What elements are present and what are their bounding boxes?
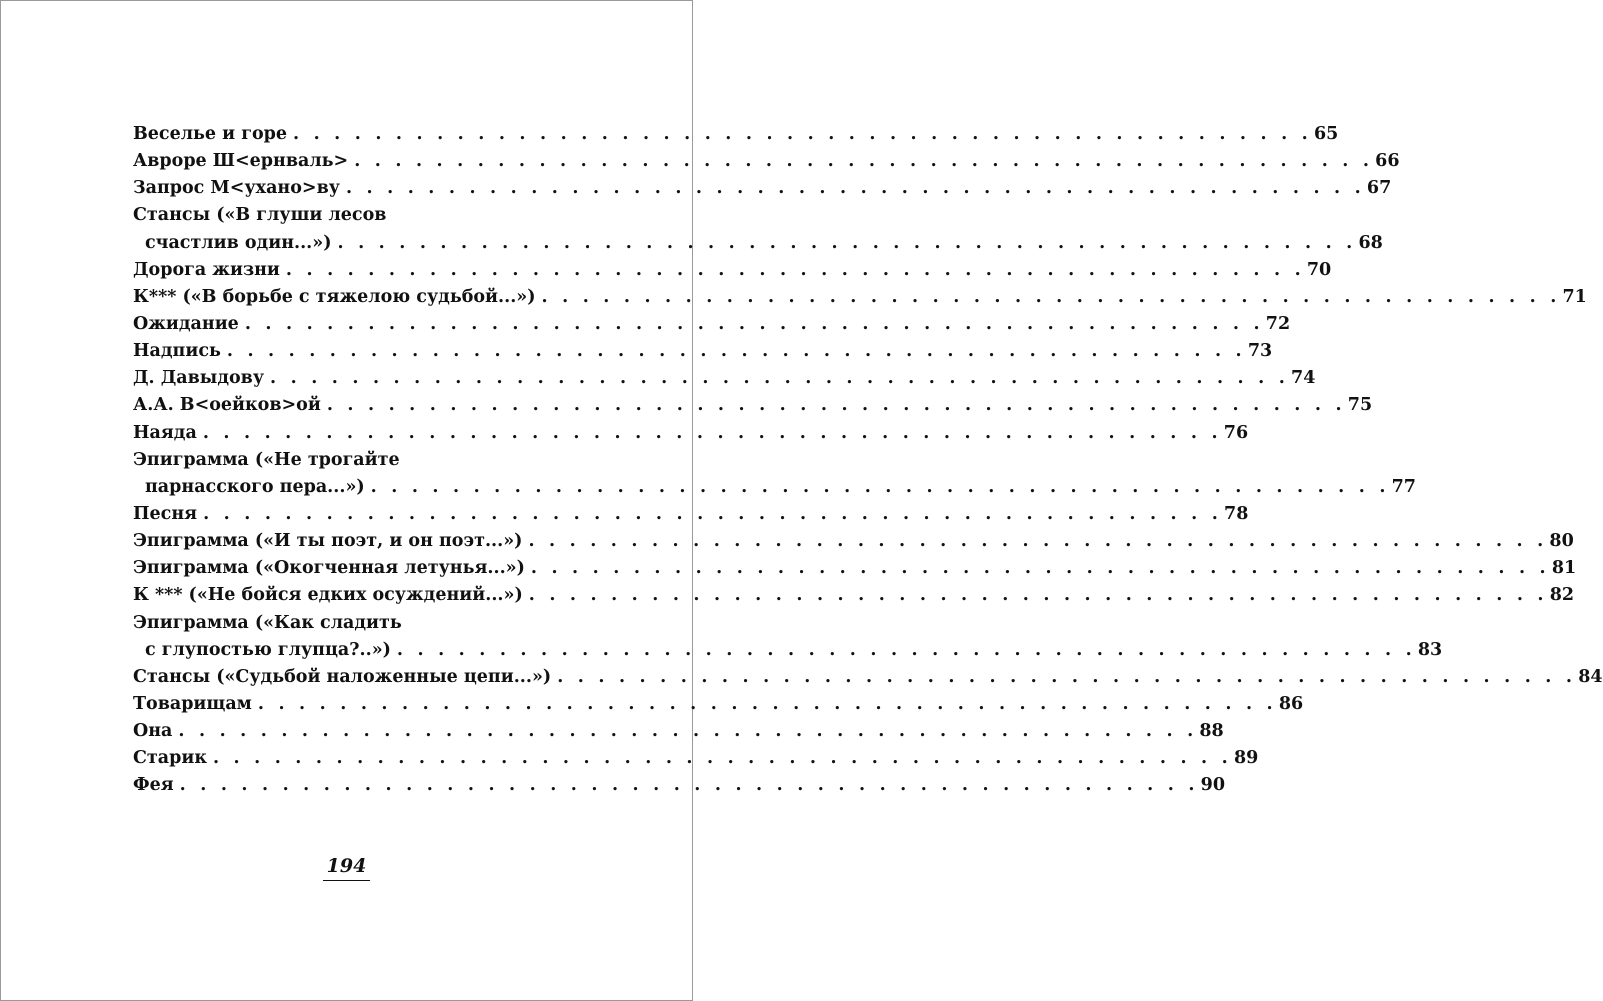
dot-leader: . . . . . . . . . . . . . . . . . . . . . . . . . . . . . . . . . . . . . . . . . . . . . . . . . .: [202, 422, 1222, 443]
toc-page-number: 73: [1247, 341, 1273, 362]
toc-page-number: 75: [1347, 395, 1373, 416]
toc-line: [133, 151, 1400, 178]
toc-entry-title: Эпиграмма («И ты поэт, и он поэт...»): [133, 531, 523, 552]
page-number: [0, 855, 693, 881]
dot-leader: . . . . . . . . . . . . . . . . . . . . . . . . . . . . . . . . . . . . . . . . . . . . . . . . . .: [541, 286, 1561, 307]
toc-entry[interactable]: [133, 259, 1332, 287]
toc-page-number: 78: [1224, 503, 1249, 524]
toc-entry[interactable]: [133, 286, 1587, 314]
toc-entry[interactable]: [133, 748, 1259, 775]
toc-line: [133, 422, 1249, 450]
toc-entry-title: Ожидание: [133, 313, 239, 334]
toc-entry[interactable]: [133, 341, 1273, 368]
toc-entry-title: Веселье и горе: [133, 124, 287, 144]
dot-leader: . . . . . . . . . . . . . . . . . . . . . . . . . . . . . . . . . . . . . . . . . . . . . . . . . .: [226, 341, 1246, 362]
dot-leader: . . . . . . . . . . . . . . . . . . . . . . . . . . . . . . . . . . . . . . . . . . . . . . . . . .: [244, 313, 1264, 334]
dot-leader: . . . . . . . . . . . . . . . . . . . . . . . . . . . . . . . . . . . . . . . . . . . . . . . . . .: [345, 178, 1365, 199]
toc-page-number: 84: [1578, 666, 1603, 687]
toc-entry-title: Фея: [133, 775, 174, 796]
dot-leader: . . . . . . . . . . . . . . . . . . . . . . . . . . . . . . . . . . . . . . . . . . . . . . . . . .: [285, 259, 1305, 280]
toc-page-number: 65: [1313, 124, 1339, 144]
dot-leader: . . . . . . . . . . . . . . . . . . . . . . . . . . . . . . . . . . . . . . . . . . . . . . . . . .: [528, 585, 1548, 606]
toc-entry-title: парнасского пера...»): [145, 476, 365, 497]
toc-page-number: 88: [1199, 721, 1224, 742]
toc-page-number: 76: [1223, 422, 1249, 443]
toc-entry[interactable]: [133, 612, 1443, 667]
toc-entry-title: Стансы («В глуши лесов: [133, 205, 387, 226]
toc-page-number: 82: [1549, 585, 1575, 606]
dot-leader: . . . . . . . . . . . . . . . . . . . . . . . . . . . . . . . . . . . . . . . . . . . . . . . . . .: [530, 558, 1550, 579]
toc-line: [133, 313, 1291, 341]
toc-page-number: 80: [1549, 531, 1574, 552]
toc-line: [133, 476, 1416, 504]
dot-leader: . . . . . . . . . . . . . . . . . . . . . . . . . . . . . . . . . . . . . . . . . . . . . . . . . .: [212, 748, 1232, 769]
toc-page-number: 68: [1358, 232, 1383, 253]
dot-leader: . . . . . . . . . . . . . . . . . . . . . . . . . . . . . . . . . . . . . . . . . . . . . . . . . .: [528, 531, 1548, 552]
dot-leader: . . . . . . . . . . . . . . . . . . . . . . . . . . . . . . . . . . . . . . . . . . . . . . . . . .: [203, 503, 1223, 524]
toc-line: [133, 748, 1259, 775]
toc-entry-title: Товарищам: [133, 693, 252, 714]
toc-entry-title: Она: [133, 721, 173, 742]
toc-line: [133, 775, 1225, 802]
toc-entry-title: Дорога жизни: [133, 259, 280, 280]
toc-line: [133, 721, 1224, 748]
toc-entry[interactable]: [133, 775, 1225, 802]
toc-line: [133, 368, 1316, 395]
toc-page-number: 89: [1233, 748, 1259, 769]
toc-entry[interactable]: [133, 395, 1373, 422]
dot-leader: . . . . . . . . . . . . . . . . . . . . . . . . . . . . . . . . . . . . . . . . . . . . . . . . . .: [270, 368, 1290, 389]
toc-line: [133, 693, 1304, 721]
dot-leader: . . . . . . . . . . . . . . . . . . . . . . . . . . . . . . . . . . . . . . . . . . . . . . . . . .: [178, 721, 1198, 742]
toc-page-number: 72: [1265, 313, 1291, 334]
toc-entry[interactable]: [133, 124, 1339, 151]
toc-page-number: 81: [1551, 558, 1577, 579]
toc-line: [133, 450, 569, 477]
toc-entry[interactable]: [133, 531, 1574, 558]
toc-entry[interactable]: [133, 205, 1383, 259]
toc-entry[interactable]: [133, 503, 1249, 531]
toc-page-number: 71: [1562, 286, 1587, 307]
toc-line: [133, 341, 1273, 368]
dot-leader: . . . . . . . . . . . . . . . . . . . . . . . . . . . . . . . . . . . . . . . . . . . . . . . . . .: [337, 232, 1357, 253]
toc-page-number: 70: [1306, 259, 1332, 280]
toc-entry-title: К*** («В борьбе с тяжелою судьбой...»): [133, 286, 536, 307]
toc-line: [133, 585, 1575, 612]
toc-page-number: 77: [1391, 476, 1416, 497]
toc-page-number: 67: [1366, 178, 1392, 199]
toc-entry[interactable]: [133, 422, 1249, 450]
toc-line: [133, 666, 1603, 694]
dot-leader: . . . . . . . . . . . . . . . . . . . . . . . . . . . . . . . . . . . . . . . . . . . . . . . . . .: [557, 666, 1577, 687]
dot-leader: . . . . . . . . . . . . . . . . . . . . . . . . . . . . . . . . . . . . . . . . . . . . . . . . . .: [396, 639, 1416, 660]
toc-line: [133, 558, 1577, 585]
toc-line: [133, 232, 1383, 260]
dot-leader: . . . . . . . . . . . . . . . . . . . . . . . . . . . . . . . . . . . . . . . . . . . . . . . . . .: [293, 124, 1312, 144]
toc-entry[interactable]: [133, 368, 1316, 395]
table-of-contents: [133, 124, 1603, 803]
toc-entry[interactable]: [133, 721, 1224, 748]
toc-entry[interactable]: [133, 151, 1400, 178]
dot-leader: . . . . . . . . . . . . . . . . . . . . . . . . . . . . . . . . . . . . . . . . . . . . . . . . . .: [326, 395, 1346, 416]
toc-entry-title: Эпиграмма («Как сладить: [133, 612, 402, 633]
toc-line: [133, 503, 1249, 531]
toc-entry[interactable]: [133, 178, 1392, 205]
page-number-text: 194: [323, 855, 371, 881]
toc-entry[interactable]: [133, 449, 1416, 504]
toc-entry-title: Песня: [133, 503, 198, 524]
toc-line: [133, 259, 1332, 287]
dot-leader: . . . . . . . . . . . . . . . . . . . . . . . . . . . . . . . . . . . . . . . . . . . . . . . . . .: [354, 151, 1374, 172]
toc-line: [133, 531, 1574, 558]
toc-page-number: 90: [1200, 775, 1225, 796]
toc-line: [133, 286, 1587, 314]
toc-entry-title: Эпиграмма («Окогченная летунья...»): [133, 558, 525, 579]
toc-entry-title: К *** («Не бойся едких осуждений...»): [133, 585, 523, 606]
toc-entry-title: Эпиграмма («Не трогайте: [133, 449, 400, 470]
toc-entry-title: Запрос М<ухано>ву: [133, 178, 340, 199]
toc-page-number: 86: [1278, 693, 1304, 714]
toc-page-number: 66: [1375, 151, 1400, 172]
toc-entry-title: Авроре Ш<ернваль>: [133, 151, 349, 172]
dot-leader: . . . . . . . . . . . . . . . . . . . . . . . . . . . . . . . . . . . . . . . . . . . . . . . . . .: [179, 775, 1199, 796]
toc-entry-title: счастлив один...»): [145, 232, 332, 253]
toc-entry-title: Д. Давыдову: [133, 368, 265, 389]
toc-line: [133, 124, 1339, 151]
toc-entry[interactable]: [133, 585, 1575, 612]
toc-entry[interactable]: [133, 666, 1603, 694]
toc-page-number: 83: [1417, 639, 1443, 660]
toc-entry-title: с глупостью глупца?..»): [145, 639, 391, 660]
toc-entry-title: А.А. В<оейков>ой: [133, 395, 321, 416]
toc-entry[interactable]: [133, 313, 1291, 341]
dot-leader: . . . . . . . . . . . . . . . . . . . . . . . . . . . . . . . . . . . . . . . . . . . . . . . . . .: [257, 693, 1277, 714]
toc-entry-title: Наяда: [133, 422, 197, 443]
toc-entry[interactable]: [133, 693, 1304, 721]
toc-line: [133, 639, 1443, 667]
toc-line: [133, 395, 1373, 422]
toc-entry[interactable]: [133, 558, 1577, 585]
toc-page-number: 74: [1291, 368, 1316, 389]
dot-leader: . . . . . . . . . . . . . . . . . . . . . . . . . . . . . . . . . . . . . . . . . . . . . . . . . .: [370, 476, 1390, 497]
toc-entry-title: Надпись: [133, 341, 221, 362]
toc-line: [133, 178, 1392, 205]
toc-entry-title: Стансы («Судьбой наложенные цепи...»): [133, 666, 552, 687]
toc-line: [133, 205, 569, 232]
toc-entry-title: Старик: [133, 748, 207, 769]
toc-line: [133, 613, 569, 640]
